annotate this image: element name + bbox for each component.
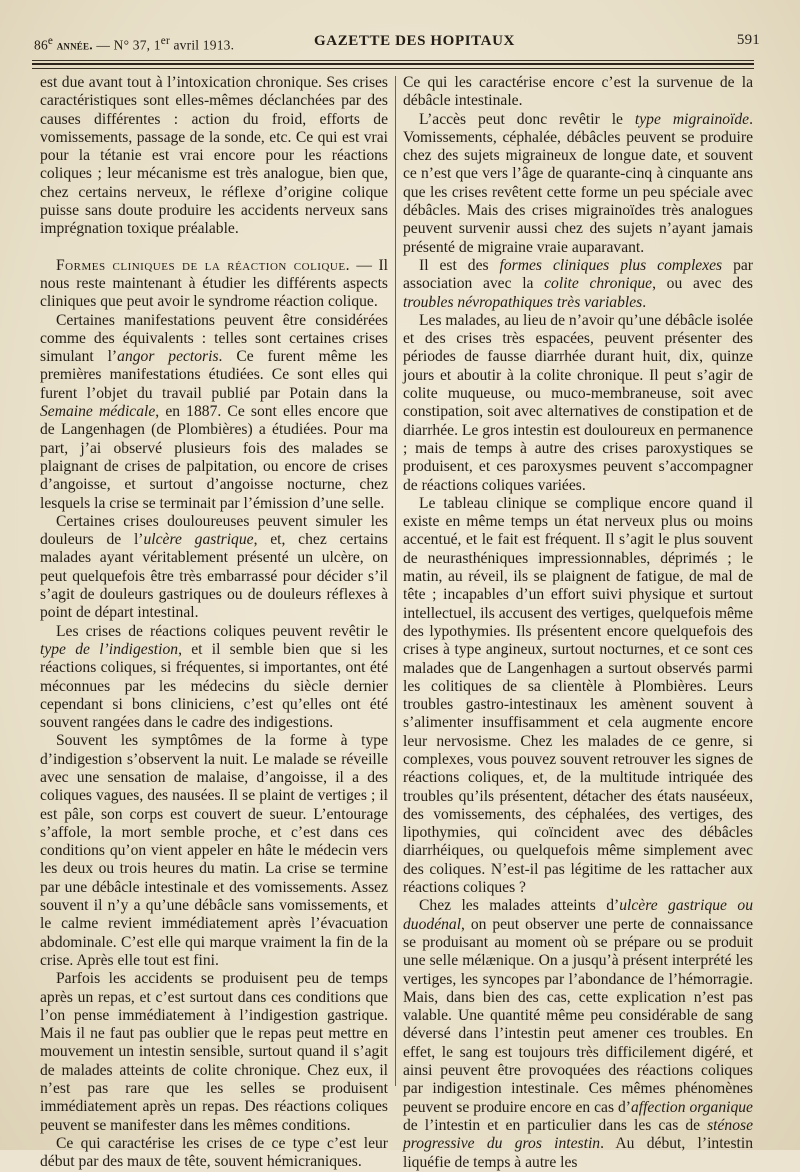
column-divider bbox=[395, 76, 396, 1086]
paragraph: Il est des formes cliniques plus complexes par association avec la colite chronique, ou avec des troubles névropathiques très variables. bbox=[403, 256, 753, 311]
journal-title: GAZETTE DES HOPITAUX bbox=[314, 33, 515, 49]
paragraph: Les malades, au lieu de n’avoir qu’une débâcle isolée et des crises très espacées, peuvent présenter des périodes de fausse diarrhée durant huit, dix, quinze jours et aboutir à la colite chronique. Il peut s’agir de colite muqueuse, ou muco-membraneuse, soit avec constipation, soit avec alternatives de constipation et de diarrhée. Le gros intestin est douloureux en permanence ; mais de temps à autre des crises paroxystiques se produisent, et ces paroxysmes peuvent s’accompagner de réactions coliques variées. bbox=[403, 311, 753, 494]
header-rule-lower bbox=[32, 68, 754, 69]
right-column bbox=[403, 74, 753, 1172]
paragraph: Certaines crises douloureuses peuvent simuler les douleurs de l’ulcère gastrique, et, chez certains malades ayant véritablement présenté un ulcère, on peut quelquefois être très embarrassé pour décider s’il s’agit de douleurs gastriques ou de douleurs réflexes à point de départ intestinal. bbox=[40, 512, 388, 622]
annee-label: année. bbox=[56, 37, 93, 53]
paragraph: L’accès peut donc revêtir le type migrainoïde. Vomissements, céphalée, débâcles peuvent se produire chez des sujets migraineux de longue date, et souvent ce n’est que vers l’âge de quarante-cinq à cinquante ans que les crises revêtent cette forme un peu spéciale avec débâcles. Mais des crises migrainoïdes très analogues peuvent survenir aussi chez des sujets n’ayant jamais présenté de migraine vraie auparavant. bbox=[403, 110, 753, 256]
left-column bbox=[40, 74, 388, 1172]
paragraph: Les crises de réactions coliques peuvent revêtir le type de l’indigestion, et il semble bien que si les réactions coliques, si fréquentes, si importantes, ont été méconnues par les médecins du siècle dernier cependant si bons cliniciens, c’est qu’elles ont été souvent rangées dans le cadre des indigestions. bbox=[40, 622, 388, 732]
paragraph: Certaines manifestations peuvent être considérées comme des équivalents : telles sont certaines crises simulant l’angor pectoris. Ce furent même les premières manifestations étudiées. Ce sont elles qui furent l’objet du travail publié par Potain dans la Semaine médicale, en 1887. Ce sont elles encore que de Langenhagen (de Plombières) a étudiées. Pour ma part, j’ai observé plusieurs fois des malades se plaignant de crises de palpitation, ou encore de crises d’angoisse, et surtout d’angoisse nocturne, chez lesquels la crise se terminait par l’émission d’une selle. bbox=[40, 311, 388, 512]
paragraph: est due avant tout à l’intoxication chronique. Ses crises caractéristiques sont elles-mêmes déclanchées par des causes différentes : action du froid, efforts de vomissements, passage de la sonde, etc. Ce qui est vrai pour la tétanie est vrai encore pour les réactions coliques ; leur mécanisme est très analogue, bien que, chez certains nerveux, le réflexe d’origine colique puisse sans doute produire les accidents nerveux sans imprégnation toxique préalable. bbox=[40, 74, 388, 238]
section-paragraph: Formes cliniques de la réaction colique. — Il nous reste maintenant à étudier les différents aspects cliniques que peut avoir le syndrome réaction colique. bbox=[40, 256, 389, 311]
paragraph: Le tableau clinique se complique encore quand il existe en même temps un état nerveux plus ou moins accentué, et le fait est fréquent. Il s’agit le plus souvent de neurasthéniques impressionnables, déprimés ; le matin, au réveil, ils se plaignent de fatigue, de mal de tête ; incapables d’un effort suivi physique et surtout intellectuel, ils accusent des vertiges, quelquefois même des lypothymies. Ils présentent encore quelquefois des crises à type angineux, surtout nocturnes, et ce sont ces malades que de Langenhagen a surtout observés parmi les colitiques de sa clientèle à Plombières. Leurs troubles gastro-intestinaux les amènent souvent à s’alimenter insuffisamment et cela augmente encore leur nervosisme. Chez les malades de ce genre, si complexes, vous pouvez souvent retrouver les signes de réactions coliques, et, de la multitude intriquée des troubles qu’ils présentent, détacher des états nauséeux, des vomissements, des céphalées, des vertiges, des lipothymies, qui coïncident avec des débâcles diarrhéiques, ou quelquefois même simplement avec des coliques. N’est-il pas légitime de les rattacher aux réactions coliques ? bbox=[403, 494, 753, 897]
issue-info: 86e année. — N° 37, 1er avril 1913. bbox=[34, 35, 235, 53]
header-rule-thick bbox=[32, 63, 754, 65]
paragraph: Ce qui les caractérise encore c’est la survenue de la débâcle intestinale. bbox=[403, 74, 753, 110]
paragraph: Chez les malades atteints d’ulcère gastrique ou duodénal, on peut observer une perte de connaissance se produisant au moment où se prépare ou se produit une selle mélænique. On a jusqu’à présent interprété les vertiges, les syncopes par l’abondance de l’hémorragie. Mais, dans bien des cas, cette explication n’est pas valable. Une quantité même peu considérable de sang déversé dans l’intestin peut amener ces troubles. En effet, le sang est toujours très difficilement digéré, et ainsi peuvent être provoquées des réactions coliques par indigestion intestinale. Ces mêmes phénomènes peuvent se produire encore en cas d’affection organique de l’intestin et en particulier dans les cas de sténose progressive du gros intestin. Au début, l’intestin liquéfie de temps à autre les bbox=[403, 897, 753, 1171]
running-header bbox=[34, 33, 770, 55]
header-rule-thin bbox=[32, 60, 754, 61]
paragraph: Souvent les symptômes de la forme à type d’indigestion s’observent la nuit. Le malade se réveille avec une sensation de malaise, d’angoisse, il a des coliques vagues, des nausées. Il se plaint de vertiges ; il est pâle, son corps est couvert de sueur. L’entourage s’affole, la mort semble proche, et c’est dans ces conditions qu’on vient appeler en hâte le médecin vers les deux ou trois heures du matin. La crise se termine par une débâcle intestinale et des vomissements. Assez souvent il n’y a qu’une débâcle sans vomissements, et le calme revient immédiatement après l’évacuation abdominale. C’est elle qui marque vraiment la fin de la crise. Après elle tout est fini. bbox=[40, 732, 388, 969]
page-number: 591 bbox=[736, 32, 760, 48]
section-heading: Formes cliniques de la réaction colique. bbox=[56, 256, 350, 274]
paragraph: Parfois les accidents se produisent peu de temps après un repas, et c’est surtout dans ces conditions que l’on pense immédiatement à l’indigestion gastrique. Mais il ne faut pas oublier que le repas peut mettre en mouvement un intestin sensible, surtout quand il s’agit de malades atteints de colite chronique. Chez eux, il n’est pas rare que les selles se produisent immédiatement après un repas. Des réactions coliques peuvent se manifester dans les mêmes conditions. bbox=[40, 970, 388, 1134]
paragraph: Ce qui caractérise les crises de ce type c’est leur début par des maux de tête, souvent hémicraniques. bbox=[40, 1134, 388, 1171]
